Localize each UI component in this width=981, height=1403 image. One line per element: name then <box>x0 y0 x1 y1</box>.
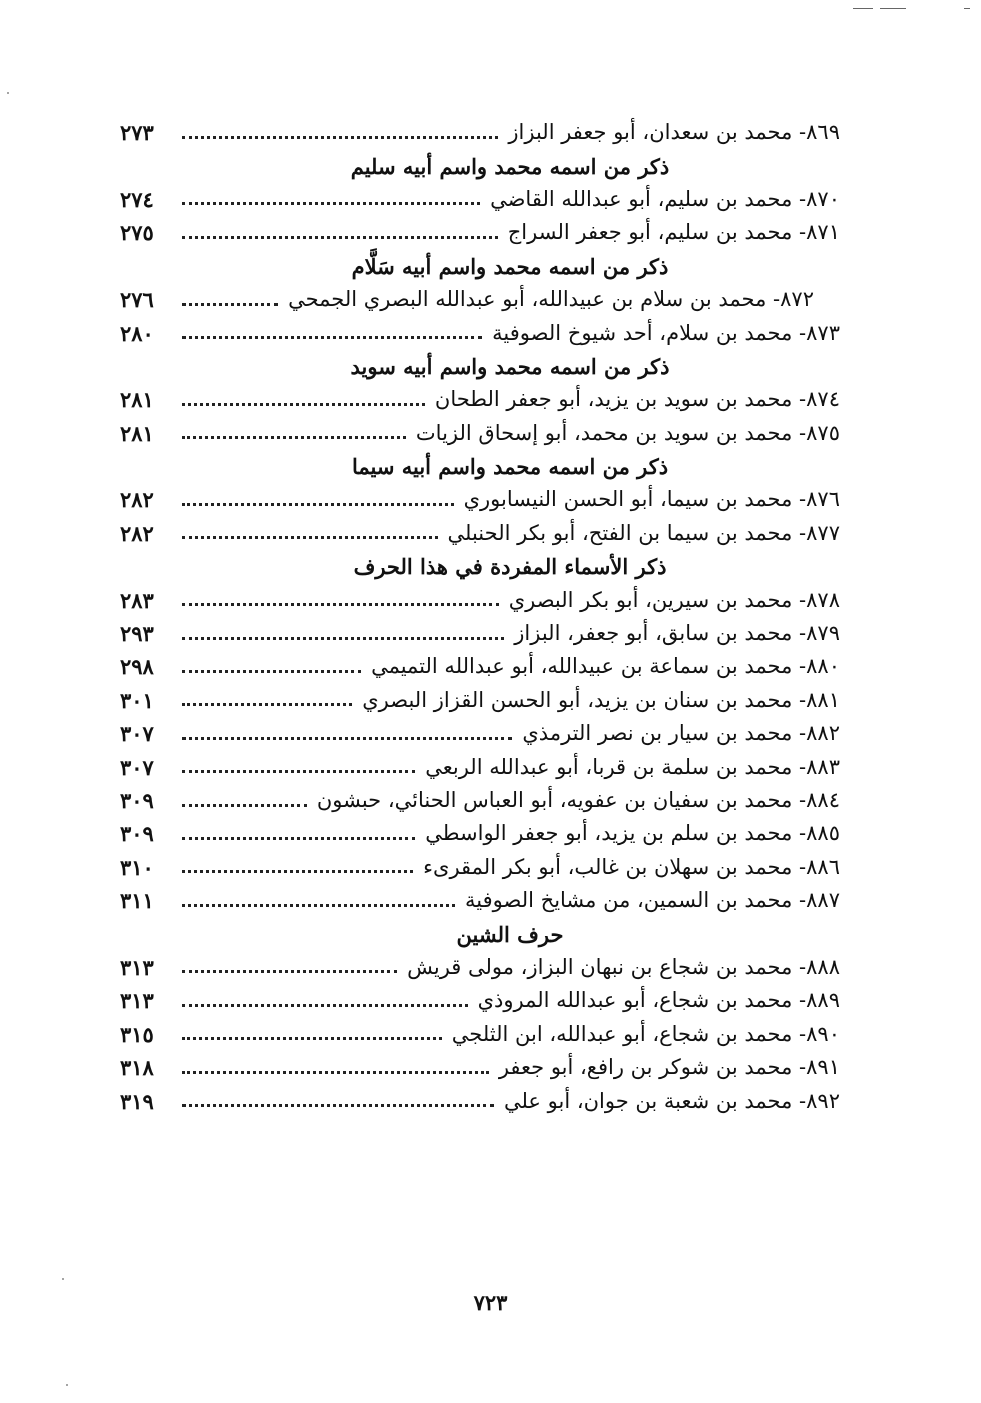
entry-title: محمد بن شعبة بن جوان، أبو علي <box>503 1088 793 1113</box>
entry-label <box>490 186 840 211</box>
entry-number: ٨٨٢- <box>799 721 840 746</box>
dot-leader <box>182 1103 494 1107</box>
dot-leader <box>182 836 415 840</box>
entry-number: ٨٧٥- <box>799 420 840 445</box>
entry-page-number: ٢٨٢ <box>120 487 154 513</box>
toc-entry <box>120 851 840 884</box>
dot-leader <box>182 1070 489 1074</box>
dot-leader <box>182 335 482 339</box>
dot-leader <box>182 201 480 205</box>
entry-page-number: ٣٠٩ <box>120 788 154 813</box>
entry-title: محمد بن سلام بن عبيدالله، أبو عبدالله البصري الجمحي <box>288 287 767 312</box>
entry-label <box>465 890 840 911</box>
entry-label <box>508 222 840 243</box>
entry-label <box>415 420 840 445</box>
entry-title: محمد بن سنان بن يزيد، أبو الحسن القزاز البصري <box>362 687 793 712</box>
entry-label <box>503 1088 840 1113</box>
entry-title: محمد بن سهلان بن غالب، أبو بكر المقرىء <box>423 854 793 879</box>
entry-label <box>478 990 840 1011</box>
dot-leader <box>182 969 397 973</box>
scan-speck <box>7 92 9 94</box>
toc-entry <box>120 183 840 216</box>
toc-entry <box>120 951 840 984</box>
entry-label <box>492 320 840 345</box>
entry-page-number: ٢٧٤ <box>120 186 154 212</box>
toc-entry <box>120 750 840 783</box>
entry-label <box>447 520 840 545</box>
entry-page-number: ٣٠٧ <box>120 721 154 747</box>
section-heading: ذكر من اسمه محمد واسم أبيه سيما <box>351 454 669 480</box>
entry-page-number: ٣١٨ <box>120 1055 154 1081</box>
entry-title: محمد بن سعدان، أبو جعفر البزاز <box>508 120 793 145</box>
entry-page-number: ٣١٠ <box>120 854 154 880</box>
dot-leader <box>182 302 278 306</box>
toc-entry <box>120 1018 840 1051</box>
scan-mark <box>964 8 970 9</box>
entry-number: ٨٧٦- <box>799 487 840 512</box>
scan-speck <box>66 1384 68 1386</box>
entry-title: محمد بن سيما، أبو الحسن النيسابوري <box>463 487 793 512</box>
dot-leader <box>182 135 498 139</box>
entry-page-number: ٢٨٢ <box>120 520 154 546</box>
entry-title: محمد بن سيما بن الفتح، أبو بكر الحنبلي <box>447 520 793 545</box>
entry-title: محمد بن سيرين، أبو بكر البصري <box>508 587 793 612</box>
entry-number: ٨٨٨- <box>799 954 840 979</box>
entry-number: ٨٧٠- <box>799 186 840 211</box>
entry-number: ٨٦٩- <box>799 120 840 145</box>
dot-leader <box>182 669 361 673</box>
entry-title: محمد بن سيار بن نصر الترمذي <box>522 721 793 746</box>
entry-label <box>435 389 840 410</box>
entry-page-number: ٢٩٨ <box>120 654 154 680</box>
entry-number: ٨٧٨- <box>799 587 840 612</box>
dot-leader <box>182 435 406 439</box>
dot-leader <box>182 769 415 773</box>
entry-label <box>522 723 840 744</box>
dot-leader <box>182 602 499 606</box>
entry-page-number: ٣١٣ <box>120 954 154 980</box>
entry-number: ٨٧٧- <box>799 520 840 545</box>
section-heading: حرف الشين <box>456 921 564 947</box>
section-heading: ذكر الأسماء المفردة في هذا الحرف <box>353 554 667 580</box>
entry-title: محمد بن سويد بن يزيد، أبو جعفر الطحان <box>434 387 793 412</box>
entry-page-number: ٢٨١ <box>120 387 154 413</box>
entry-title: محمد بن شجاع بن نبهان البزاز، مولى قريش <box>407 954 793 979</box>
scan-mark <box>853 8 873 9</box>
entry-page-number: ٣١٣ <box>120 988 154 1014</box>
entry-page-number: ٣١٩ <box>120 1088 154 1114</box>
toc-entry <box>120 583 840 616</box>
toc-entry <box>120 684 840 717</box>
entry-number: ٨٩٢- <box>799 1088 840 1113</box>
entry-page-number: ٢٧٥ <box>120 220 154 246</box>
entry-page-number: ٣٠٩ <box>120 821 154 847</box>
entry-page-number: ٢٨١ <box>120 420 154 446</box>
toc-entry <box>120 617 840 650</box>
entry-page-number: ٢٧٦ <box>120 287 154 313</box>
entry-title: محمد بن سابق، أبو جعفر، البزاز <box>514 621 793 646</box>
entry-number: ٨٧٤- <box>799 387 840 412</box>
toc-entry <box>120 316 840 349</box>
entry-page-number: ٢٧٣ <box>120 120 154 146</box>
entry-label <box>514 623 840 644</box>
toc-entry <box>120 283 840 316</box>
entry-label <box>371 656 840 677</box>
entry-label <box>362 687 840 712</box>
section-heading: ذكر من اسمه محمد واسم أبيه سَلَّام <box>351 253 669 279</box>
entry-number: ٨٧٢- <box>773 287 814 312</box>
entry-page-number: ٣١١ <box>120 888 154 914</box>
entry-label <box>499 1057 840 1078</box>
entry-number: ٨٨١- <box>799 687 840 712</box>
entry-title: محمد بن سليم، أبو جعفر السراج <box>507 220 793 245</box>
entry-title: محمد بن شجاع، أبو عبدالله، ابن الثلجي <box>451 1021 793 1046</box>
entry-number: ٨٩١- <box>799 1055 840 1080</box>
entry-title: محمد بن سلم بن يزيد، أبو جعفر الواسطي <box>425 821 793 846</box>
entry-label <box>451 1021 840 1046</box>
entry-page-number: ٣٠٧ <box>120 754 154 780</box>
entry-title: محمد بن سلام، أحد شيوخ الصوفية <box>492 320 793 345</box>
entry-label <box>423 854 840 879</box>
dot-leader <box>182 803 307 807</box>
dot-leader <box>182 736 512 740</box>
entry-page-number: ٣١٥ <box>120 1021 154 1047</box>
toc-entry <box>120 383 840 416</box>
toc-entry <box>120 483 840 516</box>
dot-leader <box>182 502 454 506</box>
entry-title: محمد بن شجاع، أبو عبدالله المروذي <box>477 988 793 1013</box>
toc-entry <box>120 717 840 750</box>
entry-number: ٨٧٩- <box>799 621 840 646</box>
entry-label <box>407 954 840 979</box>
entry-label <box>508 122 840 143</box>
scan-speck <box>62 1278 64 1280</box>
toc-entry <box>120 650 840 683</box>
toc-entry <box>120 884 840 917</box>
scan-mark <box>880 8 906 9</box>
entry-title: محمد بن شوكر بن رافع، أبو جعفر <box>498 1055 793 1080</box>
entry-title: محمد بن سفيان بن عفويه، أبو العباس الحنائي، حبشون <box>316 788 793 812</box>
toc-entry <box>120 216 840 249</box>
toc-entry <box>120 1051 840 1084</box>
toc-entry <box>120 517 840 550</box>
entry-title: محمد بن سليم، أبو عبدالله القاضي <box>490 186 793 211</box>
entry-label <box>317 790 840 811</box>
dot-leader <box>182 903 455 907</box>
dot-leader <box>182 535 438 539</box>
entry-number: ٨٨٥- <box>799 821 840 846</box>
entry-title: محمد بن السمين، من مشايخ الصوفية <box>465 888 793 913</box>
section-heading: ذكر من اسمه محمد واسم أبيه سليم <box>350 153 670 179</box>
entry-label <box>508 587 840 612</box>
dot-leader <box>182 1036 442 1040</box>
entry-page-number: ٢٩٣ <box>120 621 154 647</box>
entry-number: ٨٩٠- <box>799 1021 840 1046</box>
dot-leader <box>182 869 413 873</box>
entry-number: ٨٨٠- <box>799 654 840 679</box>
section-heading: ذكر من اسمه محمد واسم أبيه سويد <box>350 353 670 379</box>
entry-number: ٨٨٤- <box>799 788 840 812</box>
dot-leader <box>182 636 504 640</box>
entry-number: ٨٨٦- <box>799 854 840 879</box>
toc-entry <box>120 417 840 450</box>
toc-entry <box>120 984 840 1017</box>
dot-leader <box>182 402 425 406</box>
entry-title: محمد بن سماعة بن عبيدالله، أبو عبدالله التميمي <box>371 654 793 679</box>
page-number: ٧٢٣ <box>473 1290 508 1315</box>
toc-entry <box>120 116 840 149</box>
entry-label <box>464 489 840 510</box>
entry-page-number: ٢٨٣ <box>120 587 154 613</box>
dot-leader <box>182 702 352 706</box>
entry-number: ٨٨٩- <box>799 988 840 1013</box>
entry-label <box>425 754 840 779</box>
entry-label <box>425 823 840 844</box>
toc-entry <box>120 1084 840 1117</box>
entry-page-number: ٢٨٠ <box>120 320 154 346</box>
entry-number: ٨٨٧- <box>799 888 840 913</box>
entry-number: ٨٧١- <box>799 220 840 245</box>
dot-leader <box>182 235 498 239</box>
table-of-contents <box>120 116 840 1118</box>
entry-number: ٨٨٣- <box>799 754 840 779</box>
entry-label <box>288 289 814 310</box>
entry-title: محمد بن سويد بن محمد، أبو إسحاق الزيات <box>415 420 793 445</box>
dot-leader <box>182 1003 468 1007</box>
toc-entry <box>120 817 840 850</box>
entry-page-number: ٣٠١ <box>120 687 154 713</box>
entry-title: محمد بن سلمة بن قربا، أبو عبدالله الربعي <box>425 754 793 779</box>
toc-entry <box>120 784 840 817</box>
entry-number: ٨٧٣- <box>799 320 840 345</box>
